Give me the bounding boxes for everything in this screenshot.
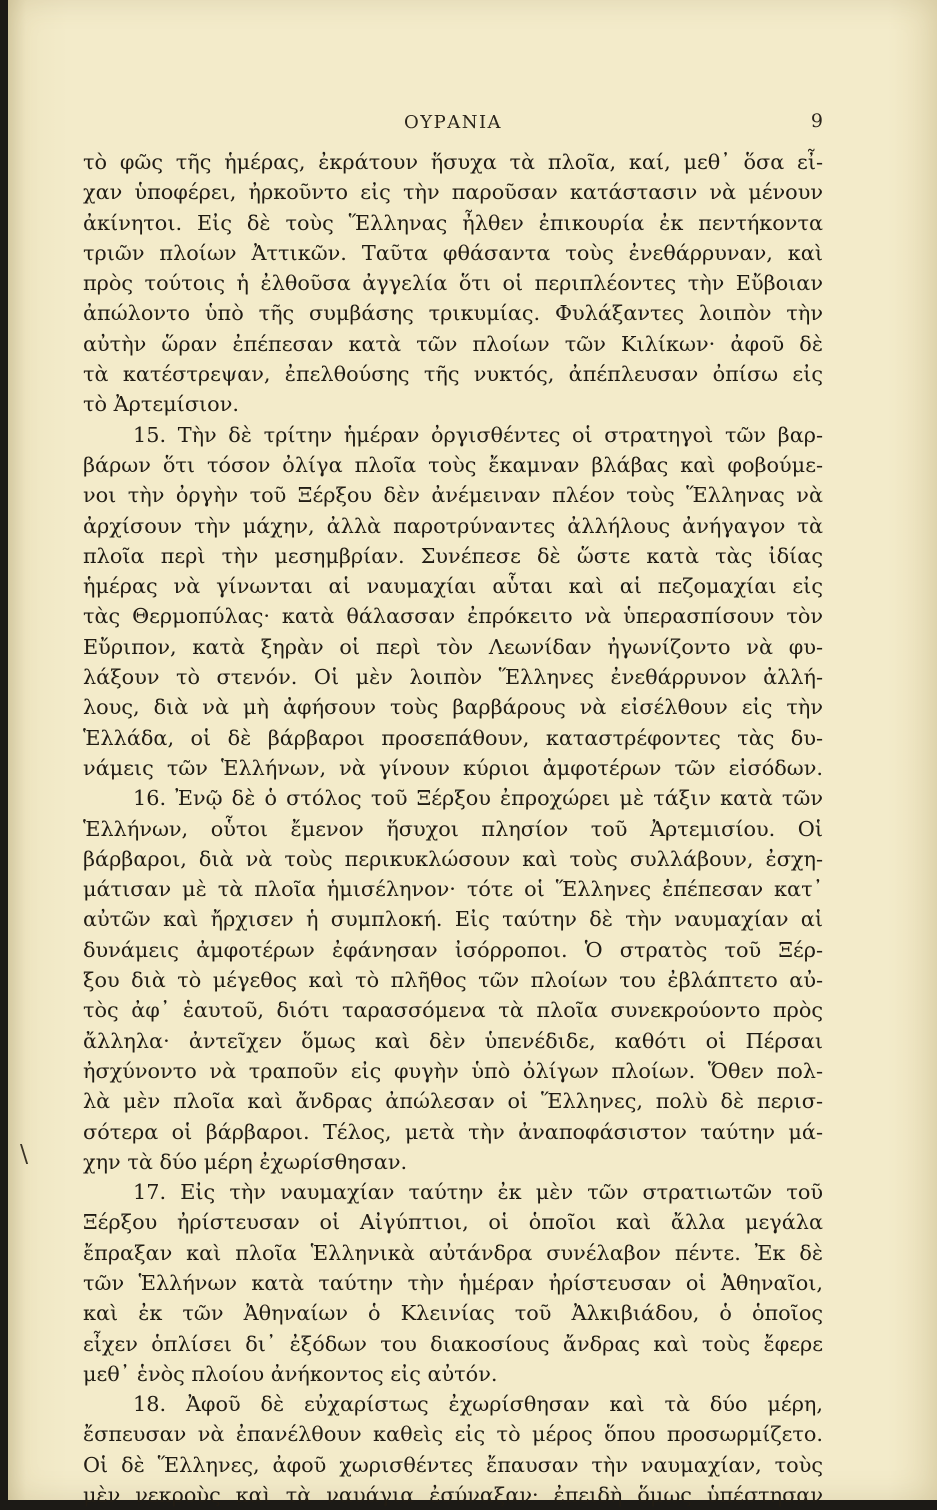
- text-line: βάρβαροι, διὰ νὰ τοὺς περικυκλώσουν καὶ τοὺς συλλάβουν, ἐσχη-: [83, 846, 823, 871]
- page-number: 9: [810, 110, 823, 132]
- book-page: [8, 0, 937, 1508]
- text-line: πρὸς τούτοις ἡ ἐλθοῦσα ἀγγελία ὅτι οἱ περιπλέοντες τὴν Εὔβοιαν: [83, 271, 823, 296]
- text-line: μὲν νεκροὺς καὶ τὰ ναυάγια ἐσύναξαν· ἐπειδὴ ὅμως ὑπέστησαν: [83, 1483, 823, 1508]
- text-line: λὰ μὲν πλοῖα καὶ ἄνδρας ἀπώλεσαν οἱ Ἕλληνες, πολὺ δὲ περισ-: [83, 1089, 823, 1114]
- body-text: [83, 147, 823, 1510]
- margin-mark: \: [20, 1140, 29, 1168]
- text-line: ἄλληλα· ἀντεῖχεν ὅμως καὶ δὲν ὑπενέδιδε, καθότι οἱ Πέρσαι: [83, 1028, 823, 1053]
- text-line: τὸς ἀφ᾿ ἑαυτοῦ, διότι ταρασσόμενα τὰ πλοῖα συνεκρούοντο πρὸς: [83, 998, 823, 1023]
- text-line: Ἑλλάδα, οἱ δὲ βάρβαροι προσεπάθουν, καταστρέφοντες τὰς δυ-: [83, 725, 823, 750]
- text-line: Ἑλλήνων, οὗτοι ἔμενον ἥσυχοι πλησίον τοῦ Ἀρτεμισίου. Οἱ: [83, 816, 823, 841]
- text-line: μάτισαν μὲ τὰ πλοῖα ἡμισέληνον· τότε οἱ Ἕλληνες ἐπέπεσαν κατ᾿: [83, 877, 823, 902]
- text-line: Ξέρξου ἠρίστευσαν οἱ Αἰγύπτιοι, οἱ ὁποῖοι καὶ ἄλλα μεγάλα: [83, 1210, 823, 1235]
- text-line: τριῶν πλοίων Ἀττικῶν. Ταῦτα φθάσαντα τοὺς ἐνεθάρρυναν, καὶ: [83, 240, 823, 265]
- text-line: δυνάμεις ἀμφοτέρων ἐφάνησαν ἰσόρροποι. Ὁ στρατὸς τοῦ Ξέρ-: [83, 937, 823, 962]
- text-line: ἔσπευσαν νὰ ἐπανέλθουν καθεὶς εἰς τὸ μέρος ὅπου προσωρμίζετο.: [83, 1422, 823, 1447]
- paragraph-18-start: 18. Ἀφοῦ δὲ εὐχαρίστως ἐχωρίσθησαν καὶ τὰ δύο μέρη,: [133, 1392, 823, 1417]
- paragraph-16-start: 16. Ἐνῷ δὲ ὁ στόλος τοῦ Ξέρξου ἐπροχώρει μὲ τάξιν κατὰ τῶν: [133, 786, 823, 811]
- text-line: τῶν Ἑλλήνων κατὰ ταύτην τὴν ἡμέραν ἠρίστευσαν οἱ Ἀθηναῖοι,: [83, 1270, 823, 1295]
- paragraph-17-start: 17. Εἰς τὴν ναυμαχίαν ταύτην ἐκ μὲν τῶν στρατιωτῶν τοῦ: [133, 1180, 823, 1205]
- text-line: αὐτὴν ὥραν ἐπέπεσαν κατὰ τῶν πλοίων τῶν Κιλίκων· ἀφοῦ δὲ: [83, 331, 823, 356]
- text-line: Εὔριπον, κατὰ ξηρὰν οἱ περὶ τὸν Λεωνίδαν ἠγωνίζοντο νὰ φυ-: [83, 634, 823, 659]
- text-line: ἀκίνητοι. Εἰς δὲ τοὺς Ἕλληνας ἦλθεν ἐπικουρία ἐκ πεντήκοντα: [83, 210, 823, 235]
- text-line: εἶχεν ὁπλίσει δι᾿ ἐξόδων του διακοσίους ἄνδρας καὶ τοὺς ἔφερε: [83, 1331, 823, 1356]
- text-line: ξου διὰ τὸ μέγεθος καὶ τὸ πλῆθος τῶν πλοίων του ἐβλάπτετο αὐ-: [83, 968, 823, 993]
- running-title: ΟΥΡΑΝΙΑ: [403, 112, 503, 133]
- text-line: σότερα οἱ βάρβαροι. Τέλος, μετὰ τὴν ἀναποφάσιστον ταύτην μά-: [83, 1119, 823, 1144]
- text-line: βάρων ὅτι τόσον ὀλίγα πλοῖα τοὺς ἔκαμναν βλάβας καὶ φοβούμε-: [83, 452, 823, 477]
- text-line: νοι τὴν ὀργὴν τοῦ Ξέρξου δὲν ἀνέμειναν πλέον τοὺς Ἕλληνας νὰ: [83, 483, 823, 508]
- text-line: τὸ φῶς τῆς ἡμέρας, ἐκράτουν ἥσυχα τὰ πλοῖα, καί, μεθ᾿ ὅσα εἶ-: [83, 150, 823, 174]
- text-line: ἀρχίσουν τὴν μάχην, ἀλλὰ παροτρύναντες ἀλλήλους ἀνήγαγον τὰ: [83, 513, 823, 538]
- paragraph-15-start: 15. Τὴν δὲ τρίτην ἡμέραν ὀργισθέντες οἱ στρατηγοὶ τῶν βαρ-: [133, 422, 823, 447]
- text-line: μεθ᾿ ἑνὸς πλοίου ἀνήκοντος εἰς αὐτόν.: [83, 1361, 498, 1386]
- text-line: τὰ κατέστρεψαν, ἐπελθούσης τῆς νυκτός, ἀπέπλευσαν ὀπίσω εἰς: [83, 362, 823, 387]
- text-line: χαν ὑποφέρει, ἠρκοῦντο εἰς τὴν παροῦσαν κατάστασιν νὰ μένουν: [83, 180, 823, 205]
- text-line: καὶ ἐκ τῶν Ἀθηναίων ὁ Κλεινίας τοῦ Ἀλκιβιάδου, ὁ ὁποῖος: [83, 1301, 823, 1326]
- text-line: αὐτῶν καὶ ἤρχισεν ἡ συμπλοκή. Εἰς ταύτην δὲ τὴν ναυμαχίαν αἱ: [83, 907, 823, 932]
- text-line: ἔπραξαν καὶ πλοῖα Ἑλληνικὰ αὐτάνδρα συνέλαβον πέντε. Ἐκ δὲ: [83, 1240, 823, 1265]
- text-line: Οἱ δὲ Ἕλληνες, ἀφοῦ χωρισθέντες ἔπαυσαν τὴν ναυμαχίαν, τοὺς: [83, 1452, 823, 1477]
- text-line: πλοῖα περὶ τὴν μεσημβρίαν. Συνέπεσε δὲ ὥστε κατὰ τὰς ἰδίας: [83, 543, 823, 568]
- text-line: ἡμέρας νὰ γίνωνται αἱ ναυμαχίαι αὗται καὶ αἱ πεζομαχίαι εἰς: [83, 574, 823, 599]
- text-line: τὰς Θερμοπύλας· κατὰ θάλασσαν ἐπρόκειτο νὰ ὑπερασπίσουν τὸν: [83, 604, 823, 629]
- page-header: [83, 112, 823, 142]
- text-line: ἀπώλοντο ὑπὸ τῆς συμβάσης τρικυμίας. Φυλάξαντες λοιπὸν τὴν: [83, 301, 823, 326]
- text-line: τὸ Ἀρτεμίσιον.: [83, 392, 239, 417]
- text-line: λάξουν τὸ στενόν. Οἱ μὲν λοιπὸν Ἕλληνες ἐνεθάρρυνον ἀλλή-: [83, 665, 823, 690]
- text-line: ἠσχύνοντο νὰ τραποῦν εἰς φυγὴν ὑπὸ ὀλίγων πλοίων. Ὅθεν πολ-: [83, 1058, 823, 1083]
- text-line: νάμεις τῶν Ἑλλήνων, νὰ γίνουν κύριοι ἀμφοτέρων τῶν εἰσόδων.: [83, 755, 823, 780]
- text-line: χην τὰ δύο μέρη ἐχωρίσθησαν.: [83, 1149, 408, 1174]
- text-line: λους, διὰ νὰ μὴ ἀφήσουν τοὺς βαρβάρους νὰ εἰσέλθουν εἰς τὴν: [83, 695, 823, 720]
